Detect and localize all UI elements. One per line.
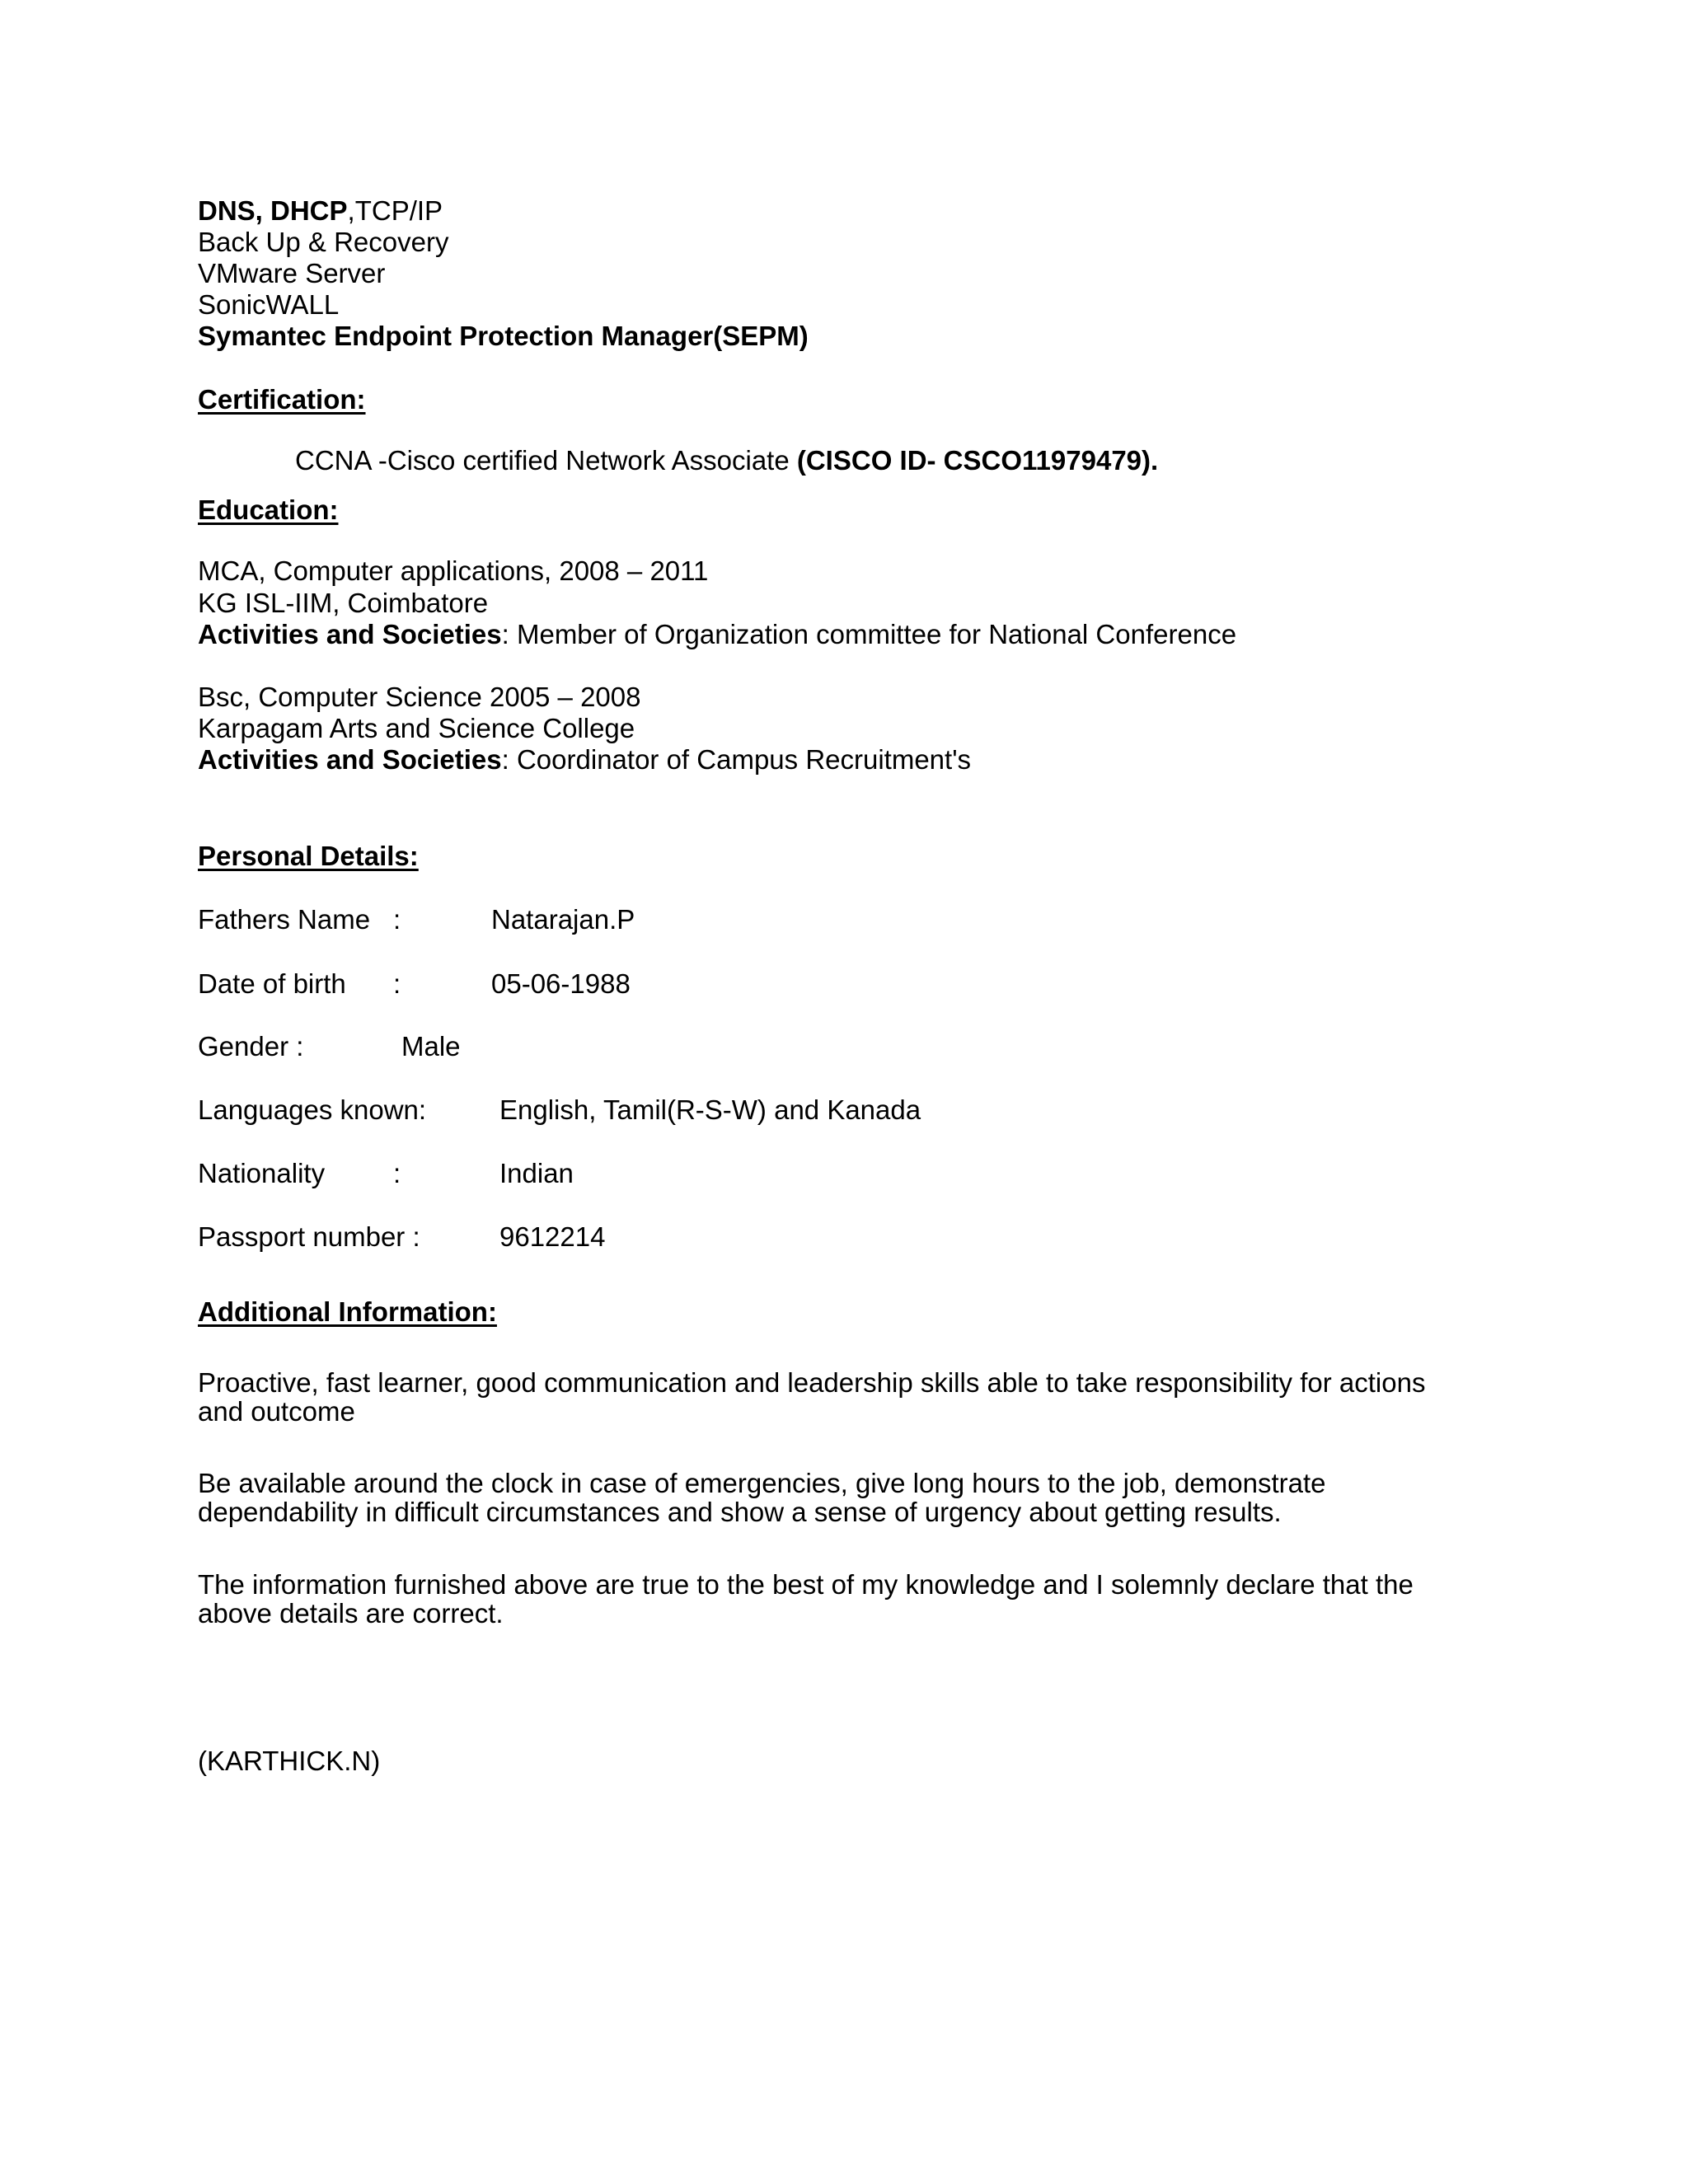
fathers-name-sep: :	[393, 904, 401, 935]
signature-name: (KARTHICK.N)	[198, 1746, 381, 1776]
additional-heading: Additional Information:	[198, 1296, 497, 1327]
nationality-value: Indian	[499, 1158, 574, 1188]
skills-line-dns	[198, 195, 443, 227]
education-bsc-activities-text: : Coordinator of Campus Recruitment's	[501, 744, 972, 775]
skills-line-vmware: VMware Server	[198, 258, 386, 288]
skills-line-sepm: Symantec Endpoint Protection Manager(SEPM)	[198, 321, 809, 351]
gender-value: Male	[401, 1031, 461, 1062]
certification-id: (CISCO ID- CSCO11979479).	[796, 445, 1159, 476]
education-bsc-institution: Karpagam Arts and Science College	[198, 713, 635, 743]
education-bsc-degree: Bsc, Computer Science 2005 – 2008	[198, 682, 641, 712]
nationality-sep: :	[393, 1158, 401, 1188]
education-mca-activities-label: Activities and Societies	[198, 619, 502, 649]
nationality-label: Nationality	[198, 1158, 326, 1188]
certification-heading: Certification:	[198, 384, 366, 415]
skills-line-sonicwall: SonicWALL	[198, 289, 340, 320]
languages-label: Languages known:	[198, 1094, 427, 1125]
certification-line	[295, 445, 1158, 476]
dob-value: 05-06-1988	[491, 968, 631, 999]
education-bsc-activities	[198, 744, 971, 776]
education-mca-degree: MCA, Computer applications, 2008 – 2011	[198, 555, 709, 586]
education-mca-activities	[198, 619, 1236, 650]
additional-paragraph-proactive: Proactive, fast learner, good communication and leadership skills able to take responsibility for actions and outcome	[198, 1367, 1426, 1427]
skills-tcpip: ,TCP/IP	[347, 195, 443, 226]
dob-label: Date of birth	[198, 968, 346, 999]
skills-dns-dhcp: DNS, DHCP	[198, 195, 348, 226]
dob-sep: :	[393, 968, 401, 999]
education-mca-institution: KG ISL-IIM, Coimbatore	[198, 588, 489, 618]
passport-value: 9612214	[499, 1221, 606, 1252]
education-bsc-activities-label: Activities and Societies	[198, 744, 502, 775]
education-mca-activities-text: : Member of Organization committee for National Conference	[501, 619, 1237, 649]
fathers-name-label: Fathers Name	[198, 904, 371, 935]
skills-line-backup: Back Up & Recovery	[198, 227, 449, 257]
fathers-name-value: Natarajan.P	[491, 904, 635, 935]
personal-heading: Personal Details:	[198, 841, 419, 871]
certification-text: CCNA -Cisco certified Network Associate	[295, 445, 797, 476]
education-heading: Education:	[198, 494, 339, 525]
languages-value: English, Tamil(R-S-W) and Kanada	[499, 1094, 921, 1125]
gender-label: Gender :	[198, 1031, 304, 1062]
passport-label: Passport number :	[198, 1221, 420, 1252]
additional-paragraph-declaration: The information furnished above are true to the best of my knowledge and I solemnly declare that the above details are correct.	[198, 1569, 1414, 1629]
additional-paragraph-availability: Be available around the clock in case of emergencies, give long hours to the job, demonstrate dependability in difficult circumstances and show a sense of urgency about getting results.	[198, 1468, 1326, 1527]
